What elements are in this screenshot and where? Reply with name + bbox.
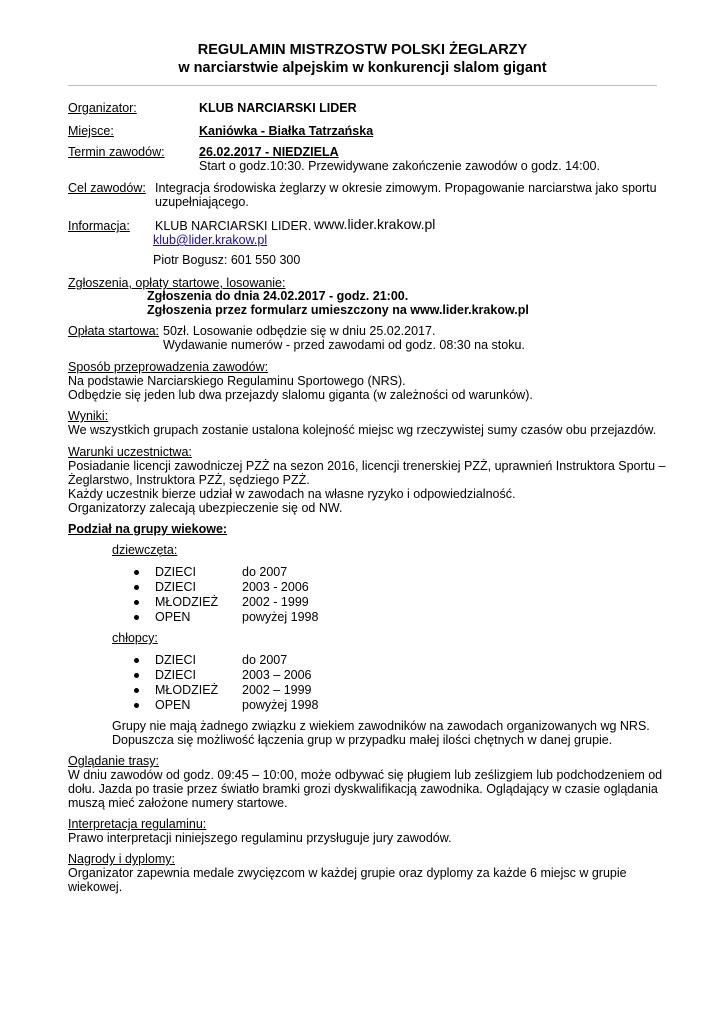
boys-group-name: MŁODZIEŻ [155,683,219,697]
fee-text-line2: Wydawanie numerów - przed zawodami od godz. 08:30 na stoku. [163,338,525,352]
bullet-icon [134,600,139,605]
info-email-link[interactable]: klub@lider.krakow.pl [153,233,268,247]
girls-group-years: 2002 - 1999 [242,595,309,609]
registration-form: Zgłoszenia przez formularz umieszczony na www.lider.krakow.pl [147,303,529,317]
bullet-icon [134,688,139,693]
bullet-icon [134,703,139,708]
conditions-line1: Posiadanie licencji zawodniczej PZŻ na sezon 2016, licencji trenerskiej PZŻ, uprawnień Instruktora Sportu – [68,459,666,473]
girls-group-years: powyżej 1998 [242,610,319,624]
info-contact: Piotr Bogusz: 601 550 300 [153,253,301,267]
bullet-icon [134,615,139,620]
fee-text-line1: 50zł. Losowanie odbędzie się w dniu 25.02.2017. [163,324,436,338]
bullet-icon [134,570,139,575]
registration-label: Zgłoszenia, opłaty startowe, losowanie: [68,276,286,290]
date-label: Termin zawodów: [68,145,165,159]
conditions-label: Warunki uczestnictwa: [68,445,192,459]
prizes-label: Nagrody i dyplomy: [68,852,175,866]
inspection-line3: muszą mieć założone numery startowe. [68,796,288,810]
boys-group-years: powyżej 1998 [242,698,319,712]
organizer-value: KLUB NARCIARSKI LIDER [199,101,357,115]
method-label: Sposób przeprowadzenia zawodów: [68,360,269,374]
inspection-label: Oglądanie trasy: [68,754,160,768]
boys-group-name: OPEN [155,698,191,712]
results-label: Wyniki: [68,409,109,423]
conditions-line3: Każdy uczestnik bierze udział w zawodach na własne ryzyko i odpowiedzialność. [68,487,516,501]
info-website: www.lider.krakow.pl [314,216,436,232]
boys-group-name: DZIECI [155,653,196,667]
header-divider [68,85,657,86]
boys-group-years: do 2007 [242,653,288,667]
prizes-line1: Organizator zapewnia medale zwycięzcom w każdej grupie oraz dyplomy za każde 6 miejsc w grupie [68,866,627,880]
groups-note-line2: Dopuszcza się możliwość łączenia grup w przypadku małej ilości chętnych w danej grupie. [112,733,613,747]
interpretation-text: Prawo interpretacji niniejszego regulaminu przysługuje jury zawodów. [68,831,452,845]
goal-text-line1: Integracja środowiska żeglarzy w okresie zimowym. Propagowanie narciarstwa jako sportu [155,181,657,195]
results-text: We wszystkich grupach zostanie ustalona kolejność miejsc wg rzeczywistej sumy czasów obu przejazdów. [68,423,657,437]
girls-group-years: do 2007 [242,565,288,579]
boys-group-name: DZIECI [155,668,196,682]
groups-note-line1: Grupy nie mają żadnego związku z wiekiem zawodników na zawodach organizowanych wg NRS. [112,719,650,733]
info-label: Informacja: [68,219,130,233]
organizer-label: Organizator: [68,101,137,115]
prizes-line2: wiekowej. [68,880,123,894]
boys-group-years: 2002 – 1999 [242,683,312,697]
girls-group-name: DZIECI [155,580,196,594]
goal-label: Cel zawodów: [68,181,146,195]
fee-label: Opłata startowa: [68,324,160,338]
conditions-line4: Organizatorzy zalecają ubezpieczenie się od NW. [68,501,343,515]
inspection-line2: dołu. Jazda po trasie przez światło bramki grozi dyskwalifikacją zawodnika. Oglądający w czasie oglądania [68,782,658,796]
document-subtitle: w narciarstwie alpejskim w konkurencji slalom gigant [178,60,547,76]
bullet-icon [134,585,139,590]
date-value: 26.02.2017 - NIEDZIELA [199,145,339,159]
conditions-line2: Żeglarstwo, Instruktora PZŻ, sędziego PZŻ. [68,473,310,487]
girls-group-name: MŁODZIEŻ [155,595,219,609]
goal-text-line2: uzupełniającego. [155,195,249,209]
method-text-line1: Na podstawie Narciarskiego Regulaminu Sportowego (NRS). [68,374,406,388]
place-value: Kaniówka - Białka Tatrzańska [199,124,374,138]
bullet-icon [134,658,139,663]
place-label: Miejsce: [68,124,114,138]
method-text-line2: Odbędzie się jeden lub dwa przejazdy slalomu giganta (w zależności od warunków). [68,388,533,402]
groups-heading: Podział na grupy wiekowe: [68,522,228,536]
girls-group-name: DZIECI [155,565,196,579]
interpretation-label: Interpretacja regulaminu: [68,817,207,831]
start-time-text: Start o godz.10:30. Przewidywane zakończenie zawodów o godz. 14:00. [199,159,600,173]
boys-group-years: 2003 – 2006 [242,668,312,682]
boys-label: chłopcy: [112,631,158,645]
girls-label: dziewczęta: [112,543,178,557]
girls-group-name: OPEN [155,610,191,624]
inspection-line1: W dniu zawodów od godz. 09:45 – 10:00, może odbywać się pługiem lub ześlizgiem lub podchodzeniem od [68,768,663,782]
girls-group-years: 2003 - 2006 [242,580,309,594]
bullet-icon [134,673,139,678]
info-club: KLUB NARCIARSKI LIDER. [155,219,312,233]
registration-deadline: Zgłoszenia do dnia 24.02.2017 - godz. 21:00. [147,289,409,303]
document-title: REGULAMIN MISTRZOSTW POLSKI ŻEGLARZY [197,42,528,58]
